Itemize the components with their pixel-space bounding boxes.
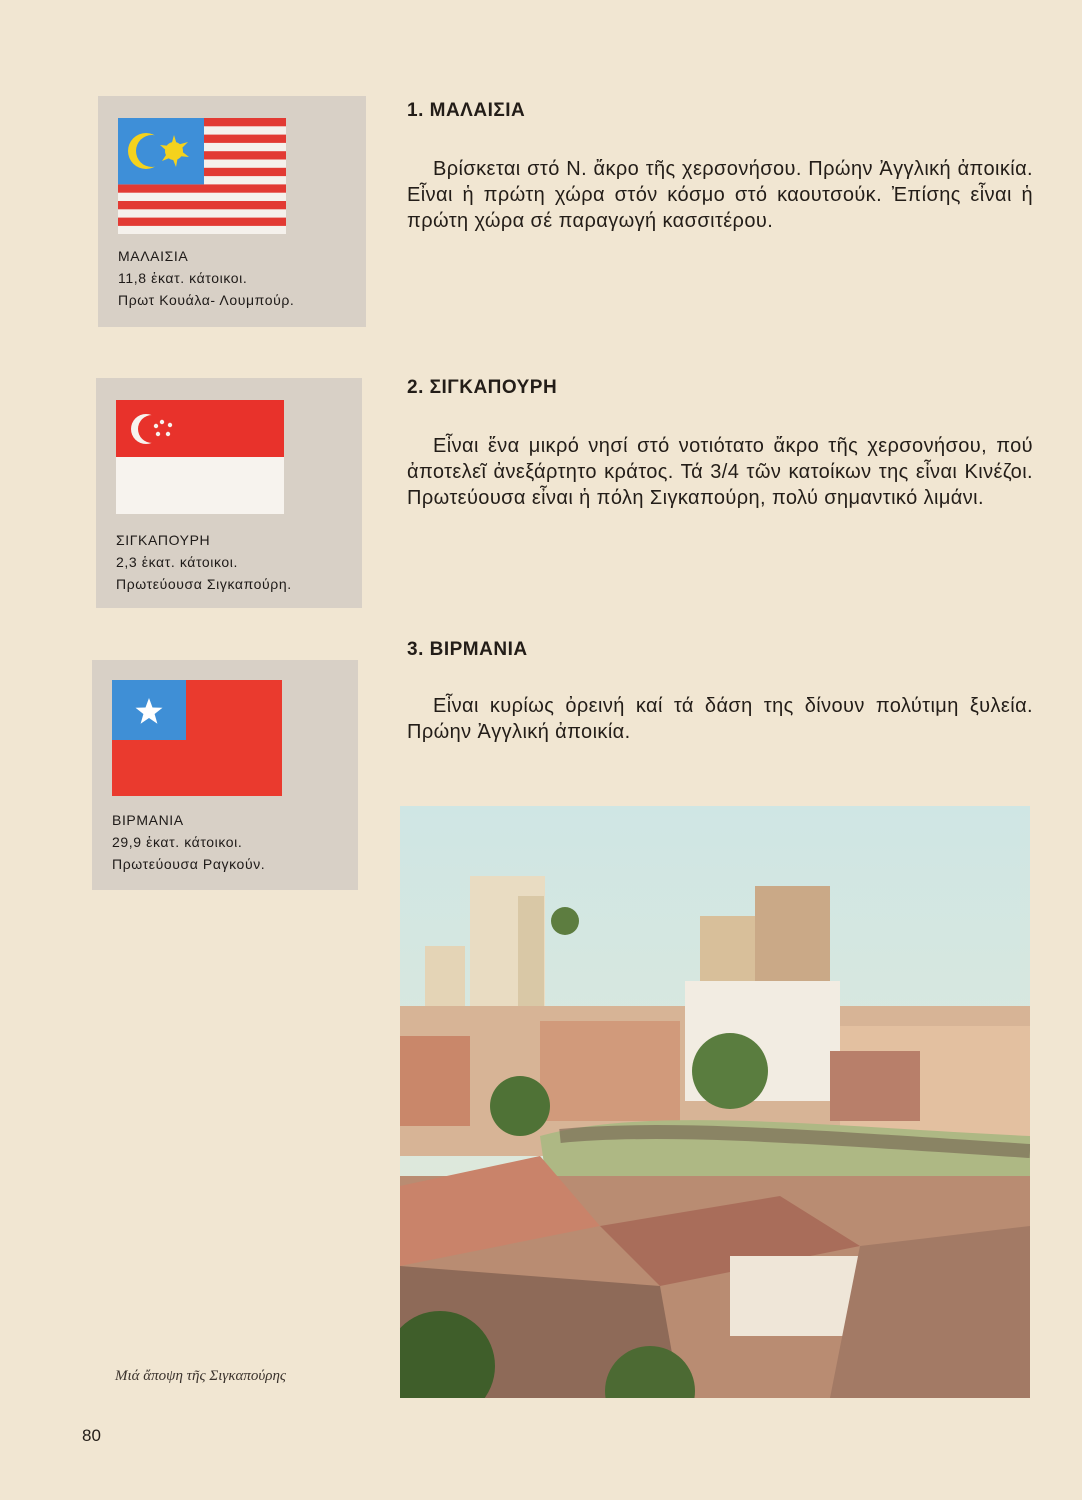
malaysia-text: Βρίσκεται στό Ν. ἄκρο τῆς χερσονήσου. Πρώην Ἀγγλική ἀποικία. Εἶναι ἡ πρώτη χώρα στόν κόσμο στό καουτσούκ. Ἐπίσης εἶναι ἡ πρώτη χώρα σέ παραγωγή κασσιτέρου. — [407, 158, 1033, 232]
singapore-heading: 2. ΣΙΓΚΑΠΟΥΡΗ — [407, 377, 558, 398]
singapore-photo — [400, 806, 1030, 1398]
page-number: 80 — [82, 1426, 101, 1445]
singapore-flag-icon — [116, 400, 284, 514]
malaysia-card-population: 11,8 ἑκατ. κάτοικοι. — [118, 270, 248, 286]
burma-heading: 3. ΒΙΡΜΑΝΙΑ — [407, 639, 528, 660]
singapore-card — [96, 378, 362, 608]
singapore-card-name: ΣΙΓΚΑΠΟΥΡΗ — [116, 532, 211, 548]
burma-card-name: ΒΙΡΜΑΝΙΑ — [112, 812, 184, 828]
burma-card-population: 29,9 ἑκατ. κάτοικοι. — [112, 834, 243, 850]
malaysia-card-capital: Πρωτ Κουάλα- Λουμπούρ. — [118, 292, 295, 308]
malaysia-heading: 1. ΜΑΛΑΙΣΙΑ — [407, 100, 526, 121]
burma-card — [92, 660, 358, 890]
photo-caption: Μιά ἄποψη τῆς Σιγκαπούρης — [115, 1368, 287, 1384]
burma-flag-icon — [112, 680, 282, 796]
malaysia-flag-icon — [118, 118, 286, 234]
singapore-card-capital: Πρωτεύουσα Σιγκαπούρη. — [116, 576, 292, 592]
malaysia-card-name: ΜΑΛΑΙΣΙΑ — [118, 248, 189, 264]
burma-text: Εἶναι κυρίως ὀρεινή καί τά δάση της δίνουν πολύτιμη ξυλεία. Πρώην Ἀγγλική ἀποικία. — [407, 695, 1033, 743]
singapore-card-population: 2,3 ἑκατ. κάτοικοι. — [116, 554, 238, 570]
singapore-text: Εἶναι ἕνα μικρό νησί στό νοτιότατο ἄκρο τῆς χερσονήσου, πού ἀποτελεῖ ἀνεξάρτητο κράτος. Τά 3/4 τῶν κατοίκων της εἶναι Κινέζοι. Πρωτεύουσα εἶναι ἡ πόλη Σιγκαπούρη, πολύ σημαντικό λιμάνι. — [407, 435, 1033, 509]
malaysia-card — [98, 96, 366, 327]
burma-card-capital: Πρωτεύουσα Ραγκούν. — [112, 856, 266, 872]
